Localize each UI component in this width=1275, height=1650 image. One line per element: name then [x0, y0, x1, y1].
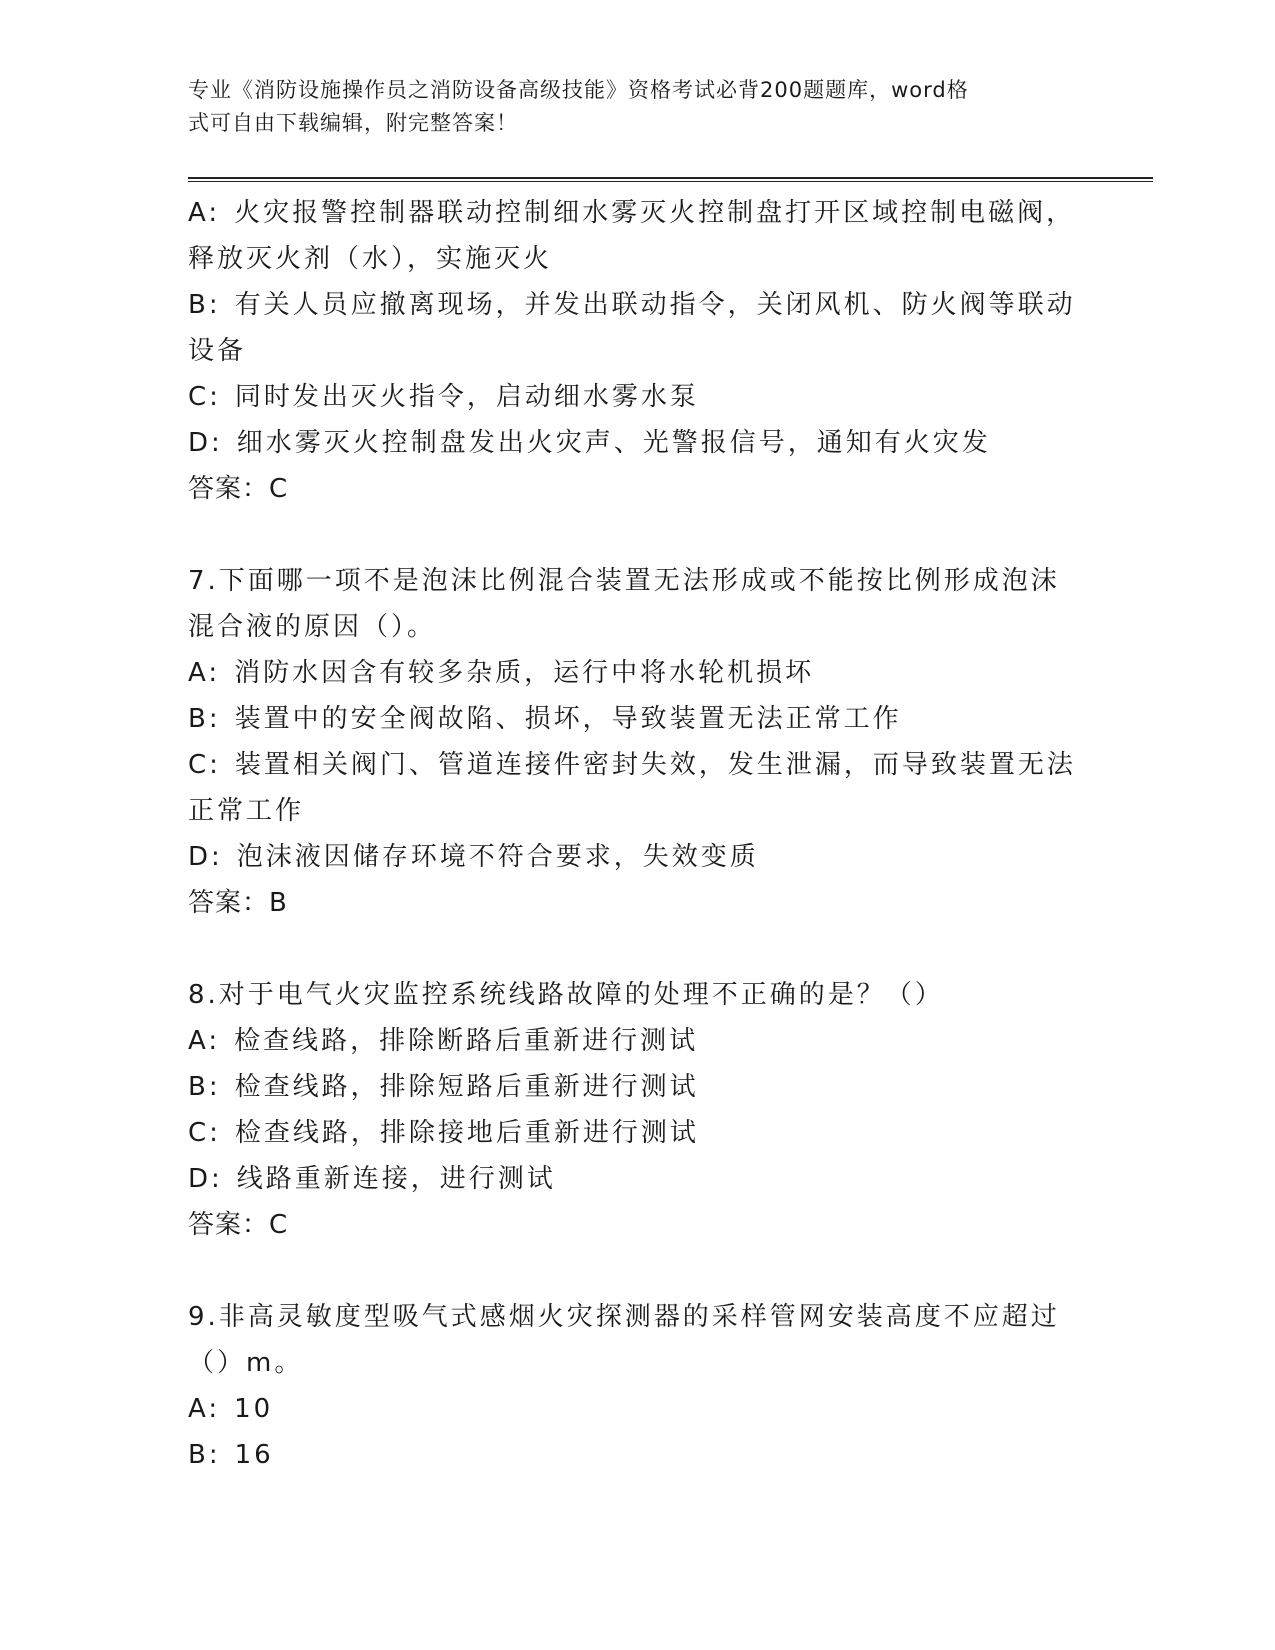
- option-d: [188, 420, 1088, 466]
- option-text: 检查线路，排除断路后重新进行测试: [234, 1026, 699, 1056]
- question-9: [188, 1294, 1088, 1478]
- option-text-continuation: 设备: [188, 336, 247, 366]
- option-b: [188, 696, 1088, 742]
- option-text: 细水雾灭火控制盘发出火灾声、光警报信号，通知有火灾发: [236, 428, 991, 458]
- option-text: 检查线路，排除短路后重新进行测试: [234, 1072, 699, 1102]
- question-text: 9.非高灵敏度型吸气式感烟火灾探测器的采样管网安装高度不应超过: [188, 1302, 1060, 1332]
- header-line-2: 式可自由下载编辑，附完整答案！: [188, 111, 518, 135]
- option-text-continuation: 正常工作: [188, 796, 305, 826]
- option-key: B:: [188, 1440, 221, 1470]
- question-7: [188, 558, 1088, 926]
- option-key: C:: [188, 1118, 221, 1148]
- option-a: [188, 1018, 1088, 1064]
- option-key: A:: [188, 1394, 221, 1424]
- option-text: 火灾报警控制器联动控制细水雾灭火控制盘打开区域控制电磁阀，: [234, 198, 1076, 228]
- option-text: 检查线路，排除接地后重新进行测试: [234, 1118, 699, 1148]
- option-text: 装置中的安全阀故陷、损坏，导致装置无法正常工作: [234, 704, 902, 734]
- option-key: D:: [188, 842, 223, 872]
- option-key: C:: [188, 750, 221, 780]
- option-c: [188, 1110, 1088, 1156]
- option-d: [188, 834, 1088, 880]
- option-text: 线路重新连接，进行测试: [236, 1164, 556, 1194]
- question-6: [188, 190, 1088, 512]
- option-key: A:: [188, 658, 221, 688]
- question-text-continuation: （）m。: [188, 1348, 304, 1378]
- question-text: 8.对于电气火灾监控系统线路故障的处理不正确的是？（）: [188, 980, 944, 1010]
- option-key: B:: [188, 704, 221, 734]
- page-header: [188, 74, 1068, 140]
- option-key: B:: [188, 1072, 221, 1102]
- option-a: [188, 190, 1088, 236]
- option-key: B:: [188, 290, 221, 320]
- option-key: D:: [188, 1164, 223, 1194]
- header-divider: [188, 177, 1153, 182]
- option-key: A:: [188, 198, 221, 228]
- option-c: [188, 374, 1088, 420]
- option-key: A:: [188, 1026, 221, 1056]
- option-text: 装置相关阀门、管道连接件密封失效，发生泄漏，而导致装置无法: [234, 750, 1076, 780]
- option-b: [188, 1064, 1088, 1110]
- option-text: 消防水因含有较多杂质，运行中将水轮机损坏: [234, 658, 815, 688]
- option-text: 同时发出灭火指令，启动细水雾水泵: [234, 382, 699, 412]
- option-key: D:: [188, 428, 223, 458]
- option-a: [188, 1386, 1088, 1432]
- answer: 答案：C: [188, 1210, 289, 1240]
- option-text: 16: [234, 1440, 274, 1470]
- option-b: [188, 282, 1088, 328]
- option-d: [188, 1156, 1088, 1202]
- header-line-1: 专业《消防设施操作员之消防设备高级技能》资格考试必背200题题库，word格: [188, 78, 969, 102]
- option-key: C:: [188, 382, 221, 412]
- answer: 答案：C: [188, 474, 289, 504]
- option-a: [188, 650, 1088, 696]
- option-text: 10: [234, 1394, 274, 1424]
- option-text: 有关人员应撤离现场，并发出联动指令，关闭风机、防火阀等联动: [234, 290, 1076, 320]
- option-b: [188, 1432, 1088, 1478]
- question-text-continuation: 混合液的原因（）。: [188, 612, 437, 642]
- answer: 答案：B: [188, 888, 288, 918]
- option-text-continuation: 释放灭火剂（水），实施灭火: [188, 244, 553, 274]
- document-body: [188, 190, 1088, 1478]
- question-text: 7.下面哪一项不是泡沫比例混合装置无法形成或不能按比例形成泡沫: [188, 566, 1060, 596]
- option-text: 泡沫液因储存环境不符合要求，失效变质: [236, 842, 759, 872]
- option-c: [188, 742, 1088, 788]
- question-8: [188, 972, 1088, 1248]
